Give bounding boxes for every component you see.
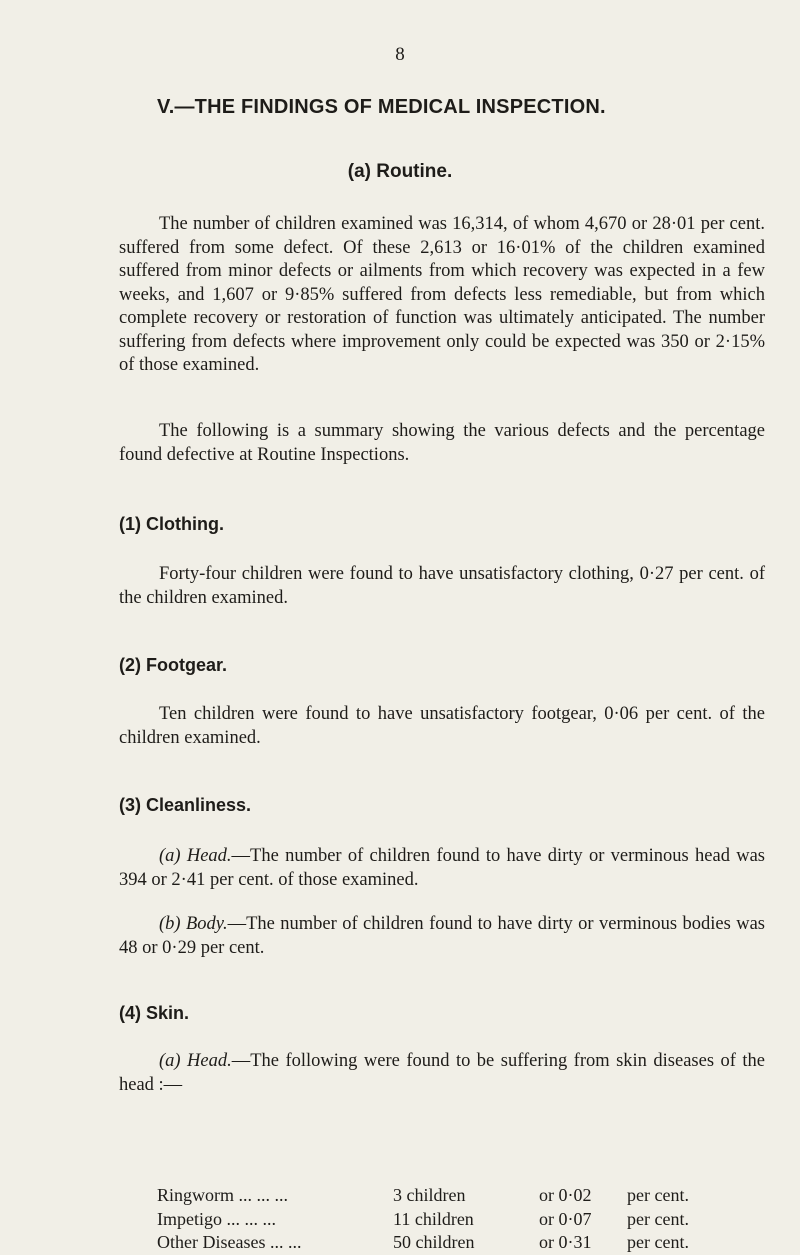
skin-head-text: —The following were found to be suffering from skin diseases of the head :— [119, 1051, 765, 1095]
cleanliness-body-text: —The number of children found to have dirty or verminous bodies was 48 or 0·29 per cent. [119, 914, 766, 958]
clothing-paragraph: Forty-four children were found to have unsatisfactory clothing, 0·27 per cent. of the children examined. [119, 564, 765, 608]
intro-paragraph-1: The number of children examined was 16,314, of whom 4,670 or 28·01 per cent. suffered from some defect. Of these 2,613 or 16·01% of the children examined suffered from minor defects or ailments from which recovery was expected in a few weeks, and 1,607 or 9·85% suffered from defects less remediable, but from which complete recovery or restoration of function was ultimately anticipated. The number suffering from defects where improvement only could be expected was 350 or 2·15% of those examined. [119, 214, 765, 375]
clothing-heading: (1) Clothing. [119, 514, 224, 534]
table-cell-name: Impetigo ... ... ... [157, 1208, 276, 1229]
footgear-paragraph: Ten children were found to have unsatisfactory footgear, 0·06 per cent. of the children examined. [119, 704, 765, 748]
cleanliness-head-text: —The number of children found to have dirty or verminous head was 394 or 2·41 per cent. of those examined. [119, 846, 765, 890]
skin-heading: (4) Skin. [119, 1003, 190, 1023]
table-cell-unit: per cent. [627, 1208, 689, 1229]
cleanliness-head-label: (a) Head. [159, 846, 232, 866]
section-subtitle: (a) Routine. [347, 161, 453, 182]
table-cell-rate: or 0·31 [539, 1232, 592, 1252]
table-cell-rate: or 0·07 [539, 1208, 592, 1229]
table-cell-children: 3 children [393, 1185, 466, 1205]
skin-head-label: (a) Head. [159, 1051, 232, 1071]
cleanliness-heading: (3) Cleanliness. [119, 795, 252, 815]
table-cell-children: 50 children [393, 1232, 475, 1252]
skin-diseases-table [157, 1184, 765, 1255]
table-cell-name: Ringworm ... ... ... [157, 1185, 289, 1205]
table-cell-unit: per cent. [627, 1185, 689, 1205]
cleanliness-body-paragraph [119, 913, 765, 960]
skin-head-paragraph [119, 1050, 765, 1097]
table-cell-children: 11 children [393, 1208, 474, 1229]
table-row [157, 1184, 765, 1208]
footgear-heading: (2) Footgear. [119, 655, 228, 675]
table-cell-name: Other Diseases ... ... [157, 1232, 302, 1252]
intro-paragraph-2: The following is a summary showing the various defects and the percentage found defective at Routine Inspections. [119, 421, 765, 465]
table-cell-rate: or 0·02 [539, 1185, 592, 1205]
page-number: 8 [395, 44, 405, 65]
cleanliness-head-paragraph [119, 845, 765, 892]
chapter-title: V.—THE FINDINGS OF MEDICAL INSPECTION. [157, 96, 606, 118]
table-cell-unit: per cent. [627, 1232, 689, 1252]
cleanliness-body-label: (b) Body. [159, 914, 228, 934]
table-row [157, 1208, 765, 1232]
